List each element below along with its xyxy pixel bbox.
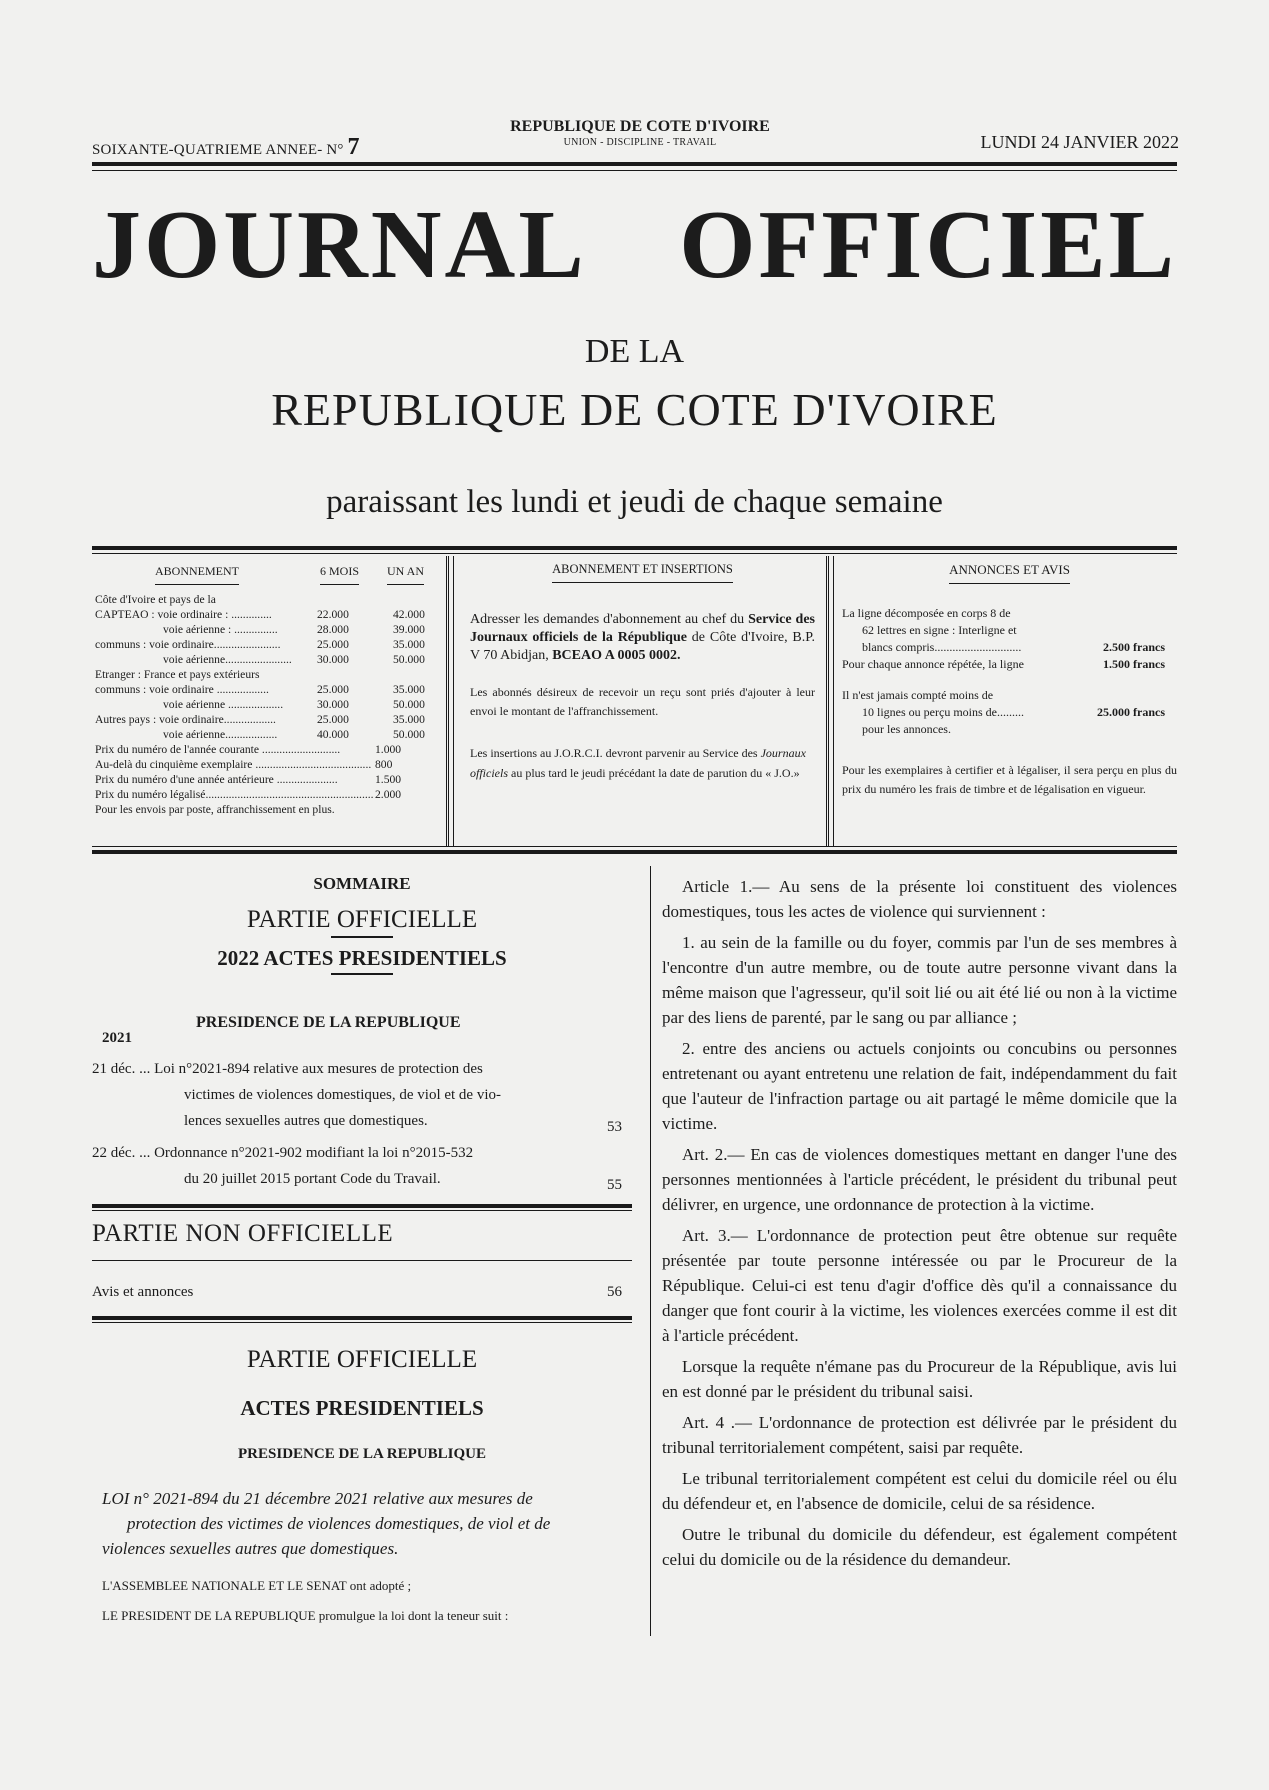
- article-paragraph: 2. entre des anciens ou actuels conjoints ou concubins ou personnes entretenant ou ayant entretenu une relation de fait, indépendamment du fait que l'auteur de l'infraction partage ou ait partagé le même domicile que la victime.: [662, 1039, 1177, 1133]
- rate-row: [95, 622, 435, 637]
- price-value: 1.000: [375, 743, 402, 756]
- rate-1an: 50.000: [393, 728, 425, 741]
- box-rule-bottom-thin: [92, 846, 1177, 847]
- presidence-heading: PRESIDENCE DE LA REPUBLIQUE: [238, 1446, 486, 1462]
- publication-frequency: paraissant les lundi et jeudi de chaque semaine: [326, 484, 943, 520]
- section-rule: [92, 1316, 632, 1320]
- subscription-rates: [95, 562, 435, 817]
- article-paragraph: Art. 4 .— L'ordonnance de protection est délivrée par le président du tribunal territorialement compétent, saisi par requête.: [662, 1413, 1177, 1457]
- issue-number: 7: [347, 134, 360, 160]
- column-separator: [650, 866, 651, 1636]
- toc-page-number: 56: [607, 1284, 622, 1300]
- country-name: REPUBLIQUE DE COTE D'IVOIRE: [510, 118, 770, 135]
- price-value: 1.500: [375, 773, 402, 786]
- rate-1an: 50.000: [393, 653, 425, 666]
- price-label: Au-delà du cinquième exemplaire ........................................: [95, 758, 372, 771]
- price-amount: 1.500 francs: [1103, 657, 1165, 671]
- rate-label: communs : voie ordinaire.......................: [95, 638, 281, 651]
- adoption-statement: L'ASSEMBLEE NATIONALE ET LE SENAT ont adopté ;: [102, 1578, 412, 1593]
- subtitle-de-la: DE LA: [584, 333, 685, 370]
- price-row: [95, 757, 435, 772]
- article-paragraph: Art. 3.— L'ordonnance de protection peut être obtenue sur requête présentée par toute personne intéressée ou par le Procureur de la République. Celui-ci est tenu d'agir d'office dès qu'il a connaissance du danger que font courir à la victime, les violences exercées comme il est dit à l'article précédent.: [662, 1226, 1177, 1345]
- rate-rows: [95, 592, 435, 742]
- price-value: 2.000: [375, 788, 402, 801]
- section-rule-thin: [92, 1260, 632, 1261]
- subtitle-republique: REPUBLIQUE DE COTE D'IVOIRE: [271, 384, 998, 435]
- annonce-line: pour les annonces.: [862, 722, 951, 736]
- annonce-line-price: blancs compris............................. 2.500 francs: [862, 640, 1165, 654]
- price-amount: 25.000 francs: [1097, 705, 1165, 719]
- insertions-column: [470, 562, 815, 783]
- toc-entry[interactable]: 22 déc. ... Ordonnance n°2021-902 modifiant la loi n°2015-532 du 20 juillet 2015 portant Code du Travail. 55: [92, 1140, 632, 1192]
- sommaire-actes-heading: 2022 ACTES PRESIDENTIELS: [217, 946, 507, 970]
- section-rule-thin: [92, 1210, 632, 1211]
- rate-row: [95, 637, 435, 652]
- rate-label: voie aérienne.......................: [163, 653, 292, 666]
- toc-page-number: 55: [607, 1177, 622, 1193]
- rate-label: communs : voie ordinaire ..................: [95, 683, 269, 696]
- legalisation-note: Pour les exemplaires à certifier et à légaliser, il sera perçu en plus du prix du numéro les frais de timbre et de légalisation en vigueur.: [842, 763, 1177, 796]
- rates-header: [95, 562, 435, 592]
- rates-header-1an: UN AN: [387, 564, 424, 585]
- annonces-column: [842, 562, 1177, 799]
- article-paragraph: Article 1.— Au sens de la présente loi constituent des violences domestiques, tous les actes de violence qui surviennent :: [662, 877, 1177, 921]
- price-amount: 2.500 francs: [1103, 640, 1165, 654]
- annonce-line-price: 10 lignes ou perçu moins de......... 25.000 francs: [862, 705, 1165, 719]
- service-name: Service des Journaux officiels de la République: [470, 612, 815, 645]
- rate-row: [95, 667, 435, 682]
- price-value: 800: [375, 758, 393, 771]
- annonce-line: La ligne décomposée en corps 8 de: [842, 606, 1011, 620]
- price-row: [95, 772, 435, 787]
- short-rule: [331, 936, 393, 938]
- country-block: [440, 118, 840, 148]
- rate-1an: 35.000: [393, 638, 425, 651]
- short-rule: [331, 973, 393, 975]
- price-label: Prix du numéro d'une année antérieure .....................: [95, 773, 338, 786]
- rate-label: voie aérienne..................: [163, 728, 278, 741]
- sommaire-presidence-heading: PRESIDENCE DE LA REPUBLIQUE: [196, 1014, 461, 1031]
- rate-row: [95, 682, 435, 697]
- rate-row: [95, 652, 435, 667]
- rates-header-abonnement: ABONNEMENT: [155, 564, 239, 585]
- article-paragraph: Lorsque la requête n'émane pas du Procureur de la République, avis lui en est donné par le président du tribunal saisi.: [662, 1357, 1177, 1401]
- partie-officielle-heading: PARTIE OFFICIELLE: [246, 1346, 478, 1373]
- price-label: Prix du numéro légalisé..........................................................: [95, 788, 374, 801]
- rate-label: Autres pays : voie ordinaire..................: [95, 713, 276, 726]
- national-motto: UNION - DISCIPLINE - TRAVAIL: [563, 137, 717, 148]
- bceao-account: BCEAO A 0005 0002.: [552, 648, 681, 663]
- rate-6mois: 25.000: [317, 683, 349, 696]
- section-rule: [92, 1204, 632, 1208]
- price-row: [95, 742, 435, 757]
- rate-label: Etranger : France et pays extérieurs: [95, 668, 260, 681]
- price-row: [95, 787, 435, 802]
- rate-row: [95, 592, 435, 607]
- title-word-officiel: OFFICIEL: [679, 191, 1177, 299]
- insertions-address: Adresser les demandes d'abonnement au chef du Service des Journaux officiels de la République de Côte d'Ivoire, B.P. V 70 Abidjan, BCEAO A 0005 0002.: [470, 612, 815, 663]
- rate-1an: 35.000: [393, 683, 425, 696]
- rate-label: CAPTEAO : voie ordinaire : ..............: [95, 608, 272, 621]
- rates-footer: Pour les envois par poste, affranchissement en plus.: [95, 803, 335, 816]
- rates-header-6mois: 6 MOIS: [320, 564, 359, 585]
- partie-non-officielle-heading: PARTIE NON OFFICIELLE: [92, 1220, 394, 1247]
- issue-date: LUNDI 24 JANVIER 2022: [980, 132, 1179, 152]
- rate-6mois: 25.000: [317, 713, 349, 726]
- actes-presidentiels-heading: ACTES PRESIDENTIELS: [240, 1396, 484, 1420]
- toc-entry-avis[interactable]: Avis et annonces 56: [92, 1284, 622, 1300]
- box-separator-2: [826, 556, 834, 846]
- sommaire-column: [92, 874, 632, 1623]
- box-rule-top: [92, 546, 1177, 550]
- rate-1an: 39.000: [393, 623, 425, 636]
- article-paragraph: 1. au sein de la famille ou du foyer, commis par l'un de ses membres à l'encontre d'un autre membre, ou de toute autre personne vivant dans la même maison que l'agresseur, qu'il soit lié ou ait été lié ou non à la victime par des liens de parenté, par le sang ou par alliance ;: [662, 933, 1177, 1027]
- annonces-header: ANNONCES ET AVIS: [842, 562, 1177, 578]
- rate-1an: 42.000: [393, 608, 425, 621]
- toc-page-number: 53: [607, 1119, 622, 1135]
- insertions-header: ABONNEMENT ET INSERTIONS: [470, 562, 815, 577]
- rate-label: voie aérienne : ...............: [163, 623, 278, 636]
- rate-1an: 35.000: [393, 713, 425, 726]
- article-paragraph: Le tribunal territorialement compétent est celui du domicile réel ou élu du défendeur et, en l'absence de domicile, celui de sa résidence.: [662, 1469, 1177, 1513]
- sommaire-title: SOMMAIRE: [313, 874, 411, 893]
- rate-6mois: 25.000: [317, 638, 349, 651]
- table-of-contents: [92, 1056, 632, 1192]
- box-rule-top-thin: [92, 553, 1177, 554]
- box-separator-1: [446, 556, 454, 846]
- insertions-deadline-note: Les insertions au J.O.R.C.I. devront parvenir au Service des Journaux officiels au plus tard le jeudi précédant la date de parution du « J.O.»: [470, 746, 806, 780]
- section-rule-thin: [92, 1322, 632, 1323]
- promulgation-statement: LE PRESIDENT DE LA REPUBLIQUE promulgue la loi dont la teneur suit :: [102, 1608, 509, 1623]
- rate-row: [95, 697, 435, 712]
- box-rule-bottom: [92, 850, 1177, 854]
- annonce-line: Il n'est jamais compté moins de: [842, 688, 994, 702]
- issue-prefix: SOIXANTE-QUATRIEME ANNEE- N°: [92, 142, 344, 158]
- rate-6mois: 30.000: [317, 653, 349, 666]
- sommaire-partie-officielle: PARTIE OFFICIELLE: [246, 906, 478, 933]
- annonce-line-price: Pour chaque annonce répétée, la ligne 1.500 francs: [842, 657, 1165, 671]
- rate-row: [95, 712, 435, 727]
- toc-entry[interactable]: 21 déc. ... Loi n°2021-894 relative aux mesures de protection des victimes de violences domestiques, de viol et de vio- lences sexuelles autres que domestiques. 53: [92, 1056, 632, 1134]
- masthead-rule: [92, 162, 1177, 166]
- rate-1an: 50.000: [393, 698, 425, 711]
- masthead-rule-thin: [92, 170, 1177, 171]
- rate-6mois: 30.000: [317, 698, 349, 711]
- law-articles: [662, 874, 1177, 1578]
- law-title: LOI n° 2021-894 du 21 décembre 2021 relative aux mesures de protection des victimes de violences domestiques, de viol et de violences sexuelles autres que domestiques.: [102, 1489, 551, 1558]
- rate-6mois: 28.000: [317, 623, 349, 636]
- sommaire-year: 2021: [102, 1030, 132, 1046]
- article-paragraph: Outre le tribunal du domicile du défendeur, est également compétent celui du domicile ou de la résidence du demandeur.: [662, 1525, 1177, 1569]
- title-word-journal: JOURNAL: [92, 191, 587, 299]
- issue-line: [92, 134, 360, 161]
- rate-label: Côte d'Ivoire et pays de la: [95, 593, 216, 606]
- rate-6mois: 22.000: [317, 608, 349, 621]
- rate-6mois: 40.000: [317, 728, 349, 741]
- price-label: Prix du numéro de l'année courante ...........................: [95, 743, 341, 756]
- rate-row: [95, 607, 435, 622]
- price-rows: [95, 742, 435, 802]
- journal-title: [92, 191, 1177, 299]
- rate-label: voie aérienne ...................: [163, 698, 284, 711]
- annonce-line: 62 lettres en signe : Interligne et: [862, 623, 1017, 637]
- rate-row: [95, 727, 435, 742]
- insertions-receipt-note: Les abonnés désireux de recevoir un reçu sont priés d'ajouter à leur envoi le montant de l'affranchissement.: [470, 685, 815, 718]
- article-paragraph: Art. 2.— En cas de violences domestiques mettant en danger l'une des personnes mentionnées à l'article précédent, le président du tribunal peut délivrer, en urgence, une ordonnance de protection à la victime.: [662, 1145, 1177, 1214]
